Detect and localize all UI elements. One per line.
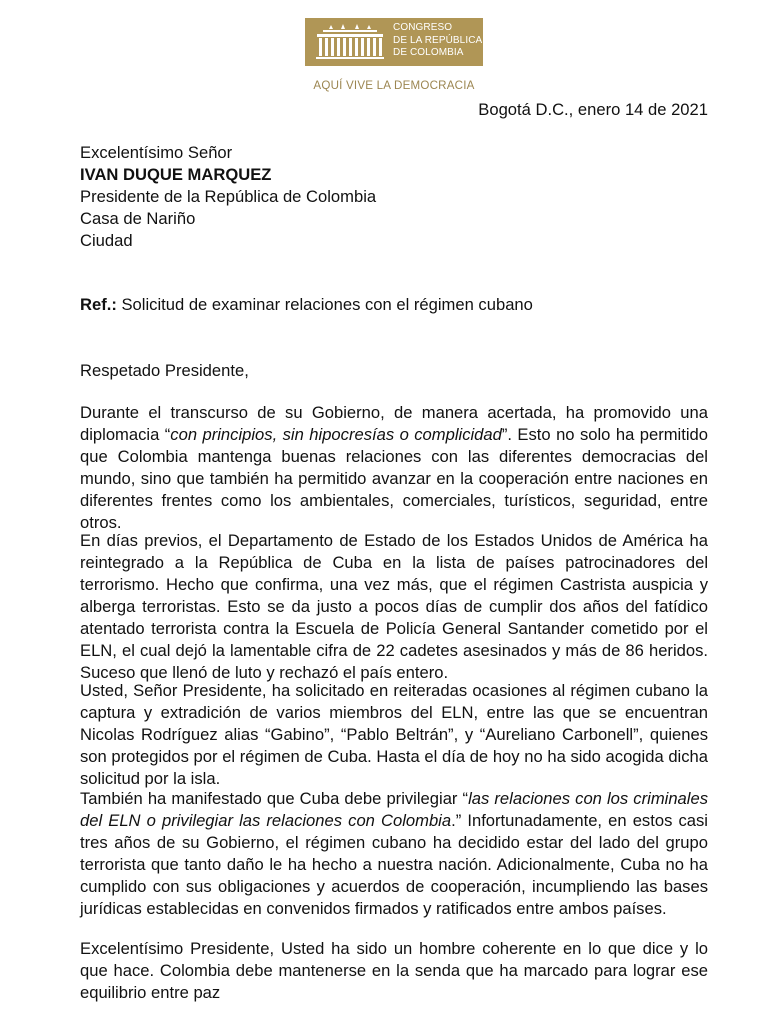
institution-line-1: CONGRESO	[393, 22, 453, 33]
letterhead	[0, 0, 770, 100]
reference-label: Ref.:	[80, 295, 117, 314]
letter-date: Bogotá D.C., enero 14 de 2021	[478, 100, 708, 119]
reference-line	[80, 294, 708, 316]
capitol-building-icon	[313, 24, 387, 60]
recipient-greeting: Excelentísimo Señor	[80, 143, 233, 162]
reference-text: Solicitud de examinar relaciones con el régimen cubano	[116, 295, 533, 314]
tagline: AQUÍ VIVE LA DEMOCRACIA	[313, 79, 475, 92]
salutation: Respetado Presidente,	[80, 361, 249, 380]
institution-name	[393, 22, 481, 60]
congress-logo	[305, 18, 483, 66]
paragraph-4: También ha manifestado que Cuba debe privilegiar “las relaciones con los criminales del ELN o privilegiar las relaciones con Colombia.” Infortunadamente, en estos casi tres años de su Gobierno, el régimen cubano ha decidido estar del lado del grupo terrorista que tanto daño le ha hecho a nuestra nación. Adicionalmente, Cuba no ha cumplido con sus obligaciones y acuerdos de cooperación, incumpliendo las bases jurídicas establecidas en convenidos firmados y ratificados entre ambos países.	[80, 789, 708, 918]
paragraph-5: Excelentísimo Presidente, Usted ha sido un hombre coherente en lo que dice y lo que hace. Colombia debe mantenerse en la senda que ha marcado para lograr ese equilibrio entre paz	[80, 939, 708, 1002]
recipient-city: Ciudad	[80, 231, 133, 250]
paragraph-2: En días previos, el Departamento de Estado de los Estados Unidos de América ha reintegrado a la República de Cuba en la lista de países patrocinadores del terrorismo. Hecho que confirma, una vez más, que el régimen Castrista auspicia y alberga terroristas. Esto se da justo a pocos días de cumplir dos años del fatídico atentado terrorista contra la Escuela de Policía General Santander cometido por el ELN, el cual dejó la lamentable cifra de 22 cadetes asesinados y más de 86 heridos. Suceso que llenó de luto y rechazó el país entero.	[80, 531, 708, 682]
recipient-address	[80, 142, 708, 252]
paragraph-3: Usted, Señor Presidente, ha solicitado en reiteradas ocasiones al régimen cubano la captura y extradición de varios miembros del ELN, entre las que se encuentran Nicolas Rodríguez alias “Gabino”, “Pablo Beltrán”, y “Aureliano Carbonell”, quienes son protegidos por el régimen de Cuba. Hasta el día de hoy no ha sido acogida dicha solicitud por la isla.	[80, 681, 708, 788]
institution-line-2: DE LA REPÚBLICA	[393, 34, 483, 46]
recipient-name: IVAN DUQUE MARQUEZ	[80, 165, 272, 184]
recipient-title: Presidente de la República de Colombia	[80, 187, 377, 206]
paragraph-1: Durante el transcurso de su Gobierno, de manera acertada, ha promovido una diplomacia “con principios, sin hipocresías o complicidad”. Esto no solo ha permitido que Colombia mantenga buenas relaciones con las diferentes democracias del mundo, sino que también ha permitido avanzar en la cooperación entre naciones en diferentes frentes como los ambientales, comerciales, turísticos, seguridad, entre otros.	[80, 403, 708, 532]
institution-line-3: DE COLOMBIA	[393, 47, 464, 58]
recipient-place: Casa de Nariño	[80, 209, 196, 228]
